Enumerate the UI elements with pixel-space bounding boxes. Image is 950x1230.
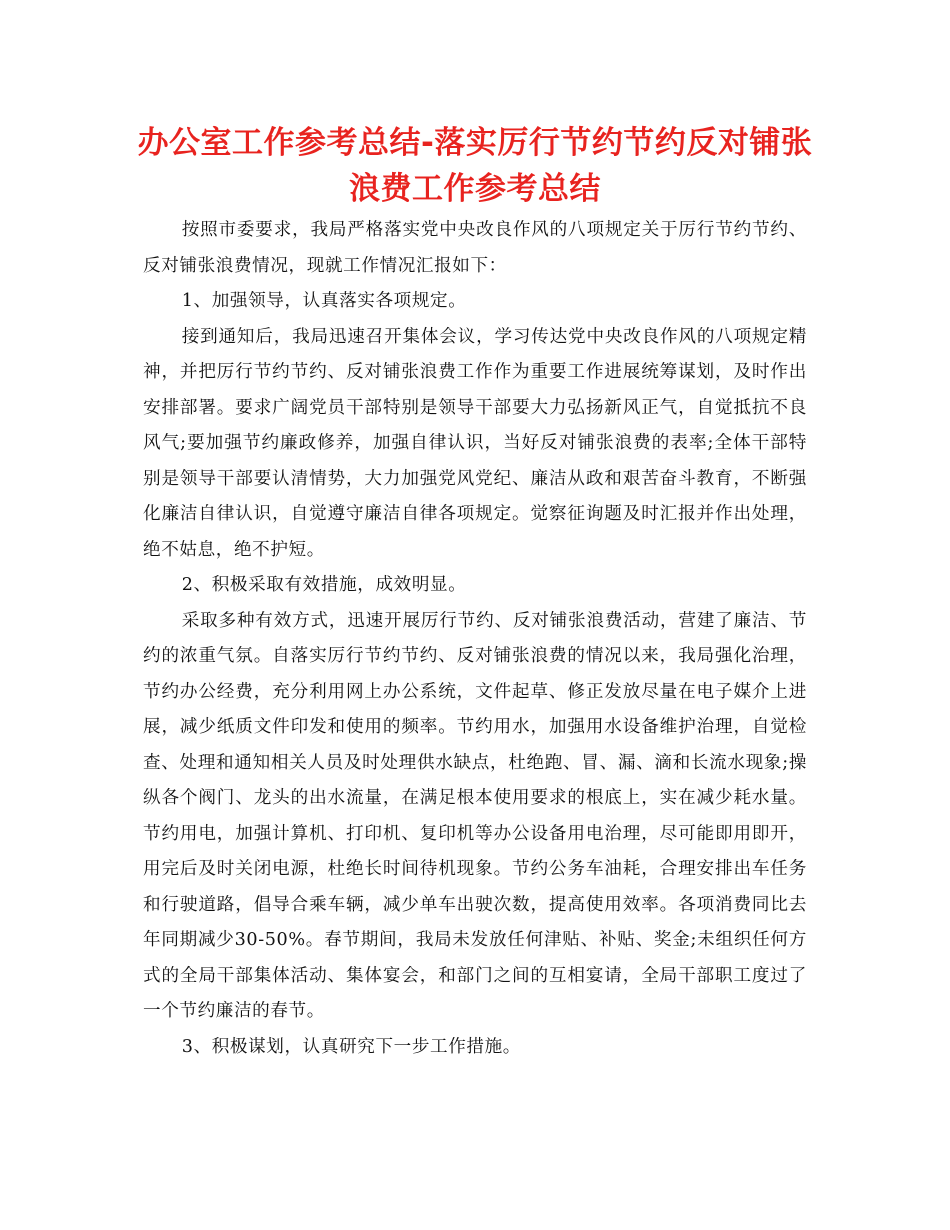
- title-line-2: 浪费工作参考总结: [349, 171, 601, 207]
- section-1-paragraph: 接到通知后，我局迅速召开集体会议，学习传达党中央改良作风的八项规定精神，并把厉行节约节约、反对铺张浪费工作作为重要工作进展统筹谋划，及时作出安排部署。要求广阔党员干部特别是领导干部要大力弘扬新风正气，自觉抵抗不良风气;要加强节约廉政修养，加强自律认识，当好反对铺张浪费的表率;全体干部特别是领导干部要认清情势，大力加强党风党纪、廉洁从政和艰苦奋斗教育，不断强化廉洁自律认识，自觉遵守廉洁自律各项规定。觉察征询题及时汇报并作出处理，绝不姑息，绝不护短。: [143, 326, 807, 560]
- section-heading-1: 1、加强领导，认真落实各项规定。: [181, 291, 467, 311]
- title-line-1: 办公室工作参考总结-落实厉行节约节约反对铺张: [137, 125, 813, 161]
- section-heading-2: 2、积极采取有效措施，成效明显。: [181, 575, 467, 595]
- section-heading-3: 3、积极谋划，认真研究下一步工作措施。: [181, 1036, 522, 1057]
- intro-paragraph: 按照市委要求，我局严格落实党中央改良作风的八项规定关于厉行节约节约、反对铺张浪费情况，现就工作情况汇报如下：: [143, 220, 807, 276]
- document-title: [120, 120, 830, 212]
- section-2-paragraph: 采取多种有效方式，迅速开展厉行节约、反对铺张浪费活动，营建了廉洁、节约的浓重气氛。自落实厉行节约节约、反对铺张浪费的情况以来，我局强化治理，节约办公经费，充分利用网上办公系统，文件起草、修正发放尽量在电子媒介上进展，减少纸质文件印发和使用的频率。节约用水，加强用水设备维护治理，自觉检查、处理和通知相关人员及时处理供水缺点，杜绝跑、冒、漏、滴和长流水现象;操纵各个阀门、龙头的出水流量，在满足根本使用要求的根底上，实在减少耗水量。节约用电，加强计算机、打印机、复印机等办公设备用电治理，尽可能即用即开，用完后及时关闭电源，杜绝长时间待机现象。节约公务车油耗，合理安排出车任务和行驶道路，倡导合乘车辆，减少单车出驶次数，提高使用效率。各项消费同比去年同期减少30-50%。春节期间，我局未发放任何津贴、补贴、奖金;未组织任何方式的全局干部集体活动、集体宴会，和部门之间的互相宴请，全局干部职工度过了一个节约廉洁的春节。: [143, 610, 807, 1021]
- document-body: [143, 213, 807, 1065]
